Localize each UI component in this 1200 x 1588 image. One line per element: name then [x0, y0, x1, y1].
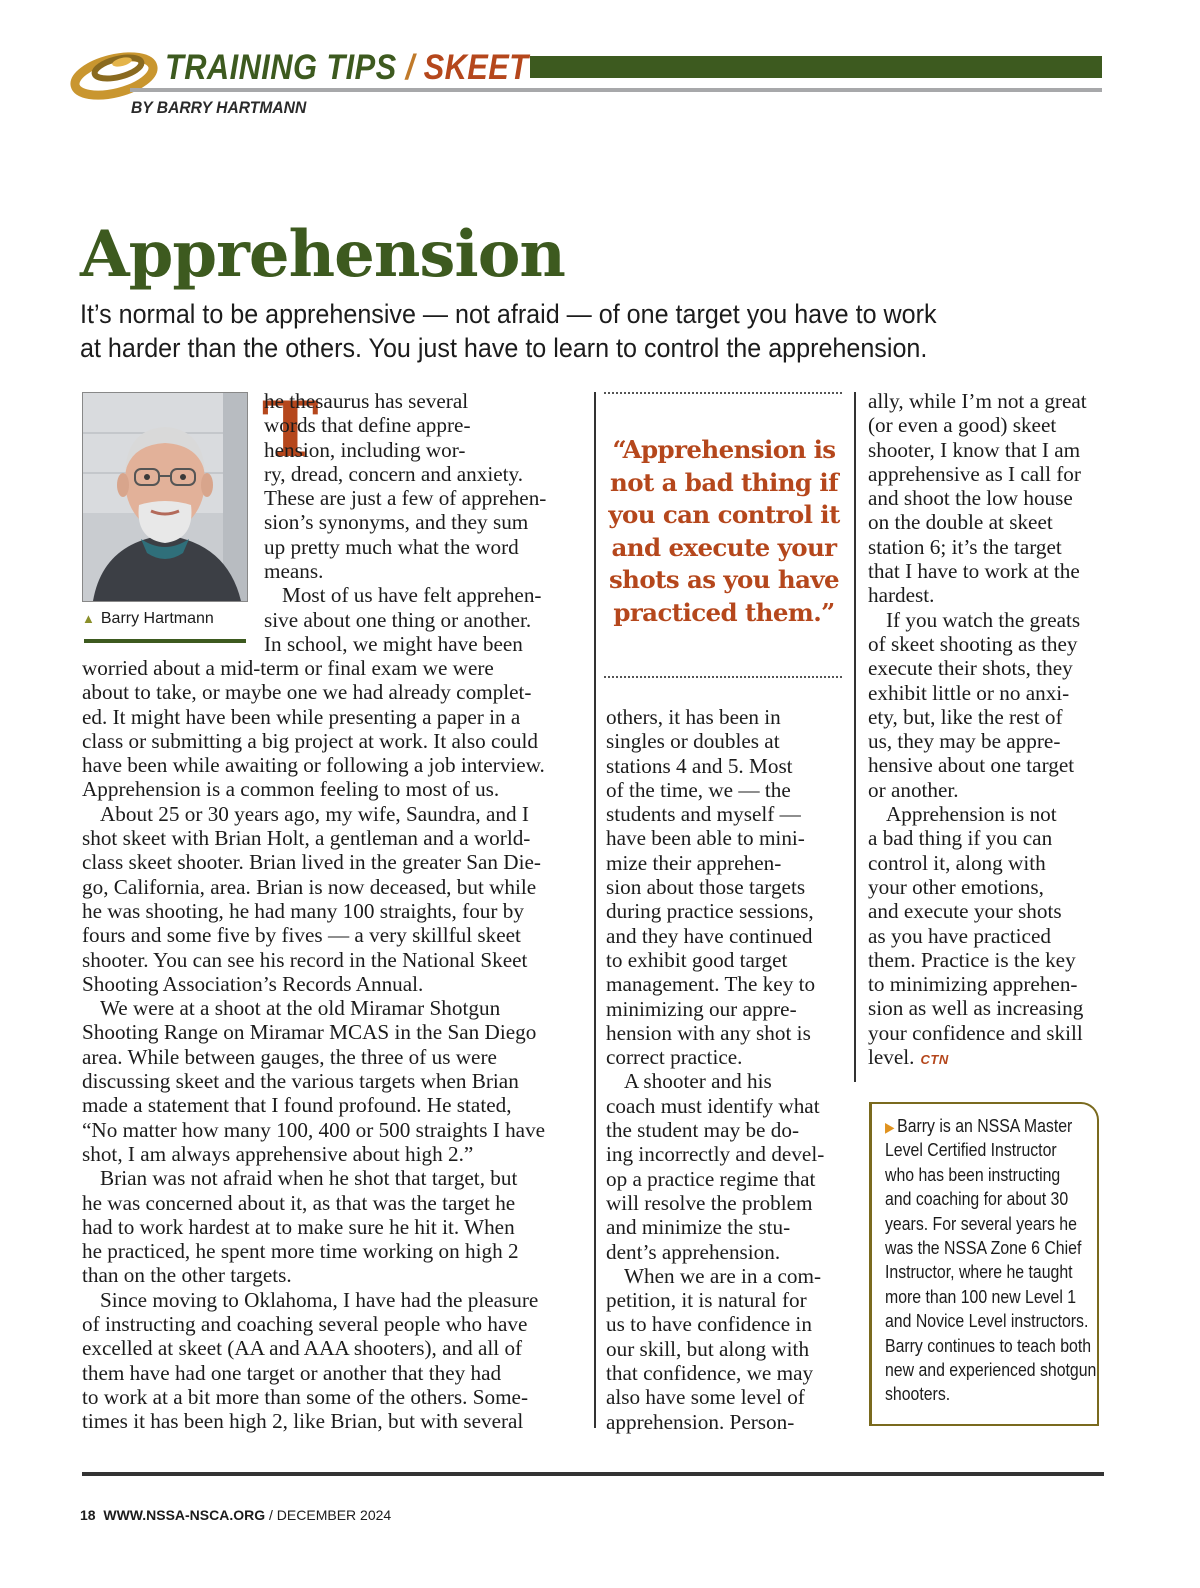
photo-caption: [82, 609, 214, 629]
text-line: About 25 or 30 years ago, my wife, Saundra, and I: [100, 801, 529, 826]
text-line: students and myself —: [606, 802, 801, 827]
text-line: ry, dread, concern and anxiety.: [264, 461, 524, 486]
bio-line: [885, 1114, 1096, 1138]
text-line: apprehension. Person-: [606, 1409, 795, 1434]
text-line: management. The key to: [606, 972, 816, 997]
bio-line: Level Certified Instructor: [885, 1140, 1057, 1161]
column-1-bottom: [82, 656, 545, 1434]
text-line: dent’s apprehension.: [606, 1239, 781, 1264]
text-line: area. While between gauges, the three of us were: [82, 1044, 497, 1069]
text-line: hension with any shot is: [606, 1020, 811, 1045]
text-line: station 6; it’s the target: [868, 534, 1062, 559]
text-line: control it, along with: [868, 850, 1046, 875]
pull-quote-line: and execute your: [611, 532, 837, 562]
bio-line: more than 100 new Level 1: [885, 1286, 1077, 1307]
text-line: us, they may be appre-: [868, 729, 1061, 754]
text-line: exhibit little or no anxi-: [868, 680, 1070, 705]
text-line: “No matter how many 100, 400 or 500 straights I have: [82, 1117, 546, 1142]
text-line: discussing skeet and the various targets when Brian: [82, 1069, 519, 1094]
text-line: to minimizing apprehen-: [868, 972, 1078, 997]
pull-quote-line: practiced them.”: [613, 597, 835, 627]
text-line: Apprehension is not: [886, 802, 1057, 827]
text-line: times it has been high 2, like Brian, but with several: [82, 1409, 524, 1434]
pull-quote-line: shots as you have: [608, 565, 839, 594]
text-line: shooter, I know that I am: [868, 437, 1081, 462]
pull-quote: [606, 434, 842, 629]
text-line: your other emotions,: [868, 874, 1044, 899]
article-title: Apprehension: [80, 217, 565, 292]
text-line: that I have to work at the: [868, 559, 1080, 584]
pull-quote-line: “Apprehension is: [612, 435, 836, 464]
header-rule: [130, 88, 1102, 92]
section-tag-secondary: SKEET: [423, 48, 529, 87]
text-line: hensive about one target: [868, 753, 1075, 778]
section-tag-separator: /: [396, 48, 424, 87]
text-line: than on the other targets.: [82, 1263, 292, 1288]
bio-line: and Novice Level instructors.: [885, 1311, 1089, 1332]
text-line: sion about those targets: [606, 875, 806, 900]
text-line: class or submitting a big project at work. It also could: [82, 728, 539, 753]
text-line: apprehensive as I call for: [868, 461, 1081, 486]
text-line: singles or doubles at: [606, 729, 780, 754]
text-line: minimizing our appre-: [606, 996, 797, 1021]
text-line: he thesaurus has several: [264, 389, 469, 413]
text-line: that confidence, we may: [606, 1361, 814, 1386]
bio-line: Barry continues to teach both: [885, 1335, 1092, 1356]
column-3: [868, 389, 1087, 1069]
text-line: and minimize the stu-: [606, 1215, 791, 1240]
bio-line-text: Barry is an NSSA Master: [897, 1116, 1073, 1136]
bio-line: who has been instructing: [885, 1164, 1061, 1185]
pull-quote-line: you can control it: [608, 500, 840, 529]
page-footer: [80, 1506, 391, 1524]
text-line: words that define appre-: [264, 413, 471, 438]
section-tag: [165, 46, 529, 90]
text-line: We were at a shoot at the old Miramar Shotgun: [100, 996, 501, 1021]
text-line: Brian was not afraid when he shot that target, but: [100, 1166, 518, 1191]
text-line: petition, it is natural for: [606, 1288, 807, 1313]
text-line: These are just a few of apprehen-: [264, 486, 547, 511]
clay-target-swoosh-icon: [66, 40, 158, 102]
text-line: coach must identify what: [606, 1093, 820, 1118]
caption-triangle-icon: ▲: [82, 611, 95, 626]
text-line: shot skeet with Brian Holt, a gentleman and a world-: [82, 826, 531, 851]
text-line: op a practice regime that: [606, 1166, 816, 1191]
author-bio-text: [885, 1114, 1125, 1407]
text-line: worried about a mid-term or final exam we were: [82, 656, 494, 680]
bio-line: new and experienced shotgun: [885, 1359, 1097, 1380]
text-line: had to work hardest at to make sure he hit it. When: [82, 1214, 515, 1239]
text-line: have been able to mini-: [606, 826, 805, 851]
column-1-top: [262, 385, 547, 656]
text-line: A shooter and his: [624, 1069, 772, 1094]
author-portrait-image: [83, 393, 247, 601]
text-line: shot, I am always apprehensive about high 2.”: [82, 1141, 474, 1166]
text-line: about to take, or maybe one we had already complet-: [82, 680, 532, 705]
text-line: stations 4 and 5. Most: [606, 753, 793, 778]
text-line: he was shooting, he had many 100 straights, four by: [82, 898, 524, 923]
text-line: also have some level of: [606, 1385, 805, 1410]
drop-cap: T: [262, 385, 319, 474]
text-line: have been while awaiting or following a job interview.: [82, 753, 545, 778]
text-line: he was concerned about it, as that was the target he: [82, 1190, 516, 1215]
text-line: of skeet shooting as they: [868, 631, 1078, 656]
bio-triangle-icon: ▶: [885, 1119, 895, 1135]
text-line: Shooting Association’s Records Annual.: [82, 971, 424, 996]
deck-line: at harder than the others. You just have to learn to control the apprehension.: [80, 333, 928, 363]
text-line: the student may be do-: [606, 1118, 799, 1143]
text-line: up pretty much what the word: [264, 534, 519, 559]
text-line: correct practice.: [606, 1045, 743, 1070]
text-line: ety, but, like the rest of: [868, 704, 1063, 729]
text-line: ally, while I’m not a great: [868, 389, 1087, 413]
text-line: will resolve the problem: [606, 1190, 813, 1215]
text-line: In school, we might have been: [264, 631, 523, 656]
deck-line: It’s normal to be apprehensive — not afraid — of one target you have to work: [80, 299, 937, 329]
text-line: execute their shots, they: [868, 656, 1073, 681]
text-line: them. Practice is the key: [868, 947, 1076, 972]
article-deck: [80, 297, 937, 365]
bio-line: shooters.: [885, 1384, 951, 1405]
text-line: go, California, area. Brian is now deceased, but while: [82, 874, 537, 899]
last-line-text: level.: [868, 1045, 915, 1070]
text-line: means.: [264, 559, 324, 584]
text-line: fours and some five by fives — a very skillful skeet: [82, 923, 521, 948]
bio-line: was the NSSA Zone 6 Chief: [885, 1237, 1082, 1258]
text-line: our skill, but along with: [606, 1336, 810, 1361]
text-line: (or even a good) skeet: [868, 413, 1057, 438]
footer-separator: /: [265, 1507, 277, 1523]
text-line: of instructing and coaching several people who have: [82, 1312, 528, 1337]
text-line: them have had one target or another that they had: [82, 1360, 502, 1385]
text-line: class skeet shooter. Brian lived in the greater San Die-: [82, 850, 541, 875]
text-line: on the double at skeet: [868, 510, 1053, 535]
end-mark-logo: CTN: [920, 1052, 949, 1068]
text-line: during practice sessions,: [606, 899, 814, 924]
text-line: to exhibit good target: [606, 947, 788, 972]
text-line: of the time, we — the: [606, 777, 791, 802]
bio-line: Instructor, where he taught: [885, 1262, 1073, 1283]
pull-quote-line: not a bad thing if: [609, 467, 839, 497]
pull-quote-rule-top: [604, 392, 842, 394]
bio-line: years. For several years he: [885, 1213, 1077, 1234]
text-line: hension, including wor-: [264, 437, 466, 462]
author-photo: [82, 392, 248, 602]
section-tag-primary: TRAINING TIPS: [165, 48, 397, 87]
text-line: your confidence and skill: [868, 1020, 1083, 1045]
text-line: sive about one thing or another.: [264, 607, 532, 632]
byline: BY BARRY HARTMANN: [131, 98, 307, 117]
page-number: 18: [80, 1507, 96, 1523]
text-line: us to have confidence in: [606, 1312, 812, 1337]
text-line: Since moving to Oklahoma, I have had the pleasure: [100, 1287, 539, 1312]
text-line: [868, 1045, 1087, 1069]
text-line: ed. It might have been while presenting a paper in a: [82, 704, 521, 729]
text-line: mize their apprehen-: [606, 850, 782, 875]
bio-line: and coaching for about 30: [885, 1189, 1069, 1210]
text-line: shooter. You can see his record in the National Skeet: [82, 947, 528, 972]
text-line: made a statement that I found profound. He stated,: [82, 1093, 512, 1118]
text-line: as you have practiced: [868, 923, 1051, 948]
text-line: ing incorrectly and devel-: [606, 1142, 825, 1167]
footer-website: WWW.NSSA-NSCA.ORG: [103, 1507, 266, 1523]
column-rule-2: [854, 392, 856, 1082]
caption-rule: [84, 639, 246, 643]
header-bar: [530, 56, 1102, 78]
pull-quote-rule-bottom: [604, 676, 842, 678]
column-2: [606, 705, 824, 1434]
text-line: and execute your shots: [868, 899, 1062, 924]
text-line: a bad thing if you can: [868, 826, 1053, 851]
text-line: If you watch the greats: [886, 607, 1081, 632]
text-line: and they have continued: [606, 923, 813, 948]
text-line: excelled at skeet (AA and AAA shooters), and all of: [82, 1336, 523, 1361]
text-line: sion as well as increasing: [868, 996, 1084, 1021]
footer-issue: DECEMBER 2024: [276, 1507, 392, 1523]
text-line: or another.: [868, 777, 959, 802]
text-line: When we are in a com-: [624, 1263, 822, 1288]
text-line: Apprehension is a common feeling to most of us.: [82, 777, 500, 802]
footer-rule: [82, 1472, 1104, 1476]
text-line: Most of us have felt apprehen-: [282, 583, 542, 608]
text-line: hardest.: [868, 583, 935, 608]
text-line: he practiced, he spent more time working on high 2: [82, 1239, 519, 1264]
caption-text: Barry Hartmann: [100, 610, 214, 627]
text-line: to work at a bit more than some of the others. Some-: [82, 1384, 529, 1409]
text-line: and shoot the low house: [868, 486, 1073, 511]
column-rule-1: [594, 392, 596, 1428]
text-line: others, it has been in: [606, 705, 781, 729]
text-line: sion’s synonyms, and they sum: [264, 510, 529, 535]
text-line: Shooting Range on Miramar MCAS in the San Diego: [82, 1020, 537, 1045]
